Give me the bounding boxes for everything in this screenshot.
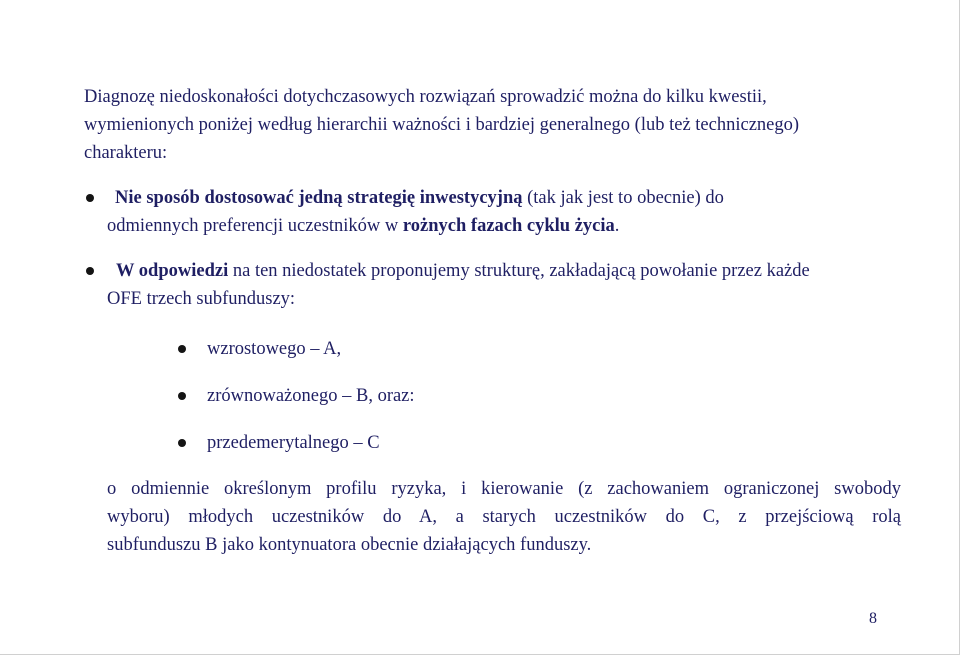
bullet-2-text: na ten niedostatek proponujemy strukturę, zakładającą powołanie przez każde — [228, 261, 810, 281]
subfund-item-1: wzrostowego – A, — [207, 339, 342, 359]
bullet-1-text: (tak jak jest to obecnie) do — [522, 188, 724, 208]
page-number: 8 — [869, 610, 877, 627]
closing-line-3: subfunduszu B jako kontynuatora obecnie działających funduszy. — [107, 535, 592, 555]
bullet-2-marker — [86, 267, 94, 275]
subfund-item-3: przedemerytalnego – C — [207, 433, 380, 453]
intro-line-2: wymienionych poniżej według hierarchii ważności i bardziej generalnego (lub też technicznego) — [84, 115, 800, 135]
closing-line-2: wyboru) młodych uczestników do A, a starych uczestników do C, z przejściową rolą — [107, 507, 901, 527]
bullet-2-bold: W odpowiedzi — [116, 261, 229, 281]
bullet-1-line-1 — [115, 187, 724, 209]
intro-line-3: charakteru: — [84, 143, 168, 163]
bullet-1-line-2-bold: rożnych fazach cyklu życia — [402, 216, 615, 236]
subfund-bullet-2 — [178, 392, 186, 400]
bullet-1-line-2-text: odmiennych preferencji uczestników w — [107, 216, 403, 236]
subfund-bullet-1 — [178, 345, 186, 353]
bullet-1-marker — [86, 194, 94, 202]
closing-line-1: o odmiennie określonym profilu ryzyka, i kierowanie (z zachowaniem ograniczonej swobody — [107, 479, 901, 499]
bullet-2-line-2: OFE trzech subfunduszy: — [107, 289, 296, 309]
subfund-item-2: zrównoważonego – B, oraz: — [207, 386, 415, 406]
bullet-2-line-1 — [116, 260, 810, 282]
bullet-1-line-2 — [107, 215, 619, 237]
subfund-bullet-3 — [178, 439, 186, 447]
bullet-1-line-2-end: . — [614, 216, 620, 236]
intro-line-1: Diagnozę niedoskonałości dotychczasowych rozwiązań sprowadzić można do kilku kwestii, — [84, 87, 767, 107]
bullet-1-bold: Nie sposób dostosować jedną strategię inwestycyjną — [115, 188, 523, 208]
